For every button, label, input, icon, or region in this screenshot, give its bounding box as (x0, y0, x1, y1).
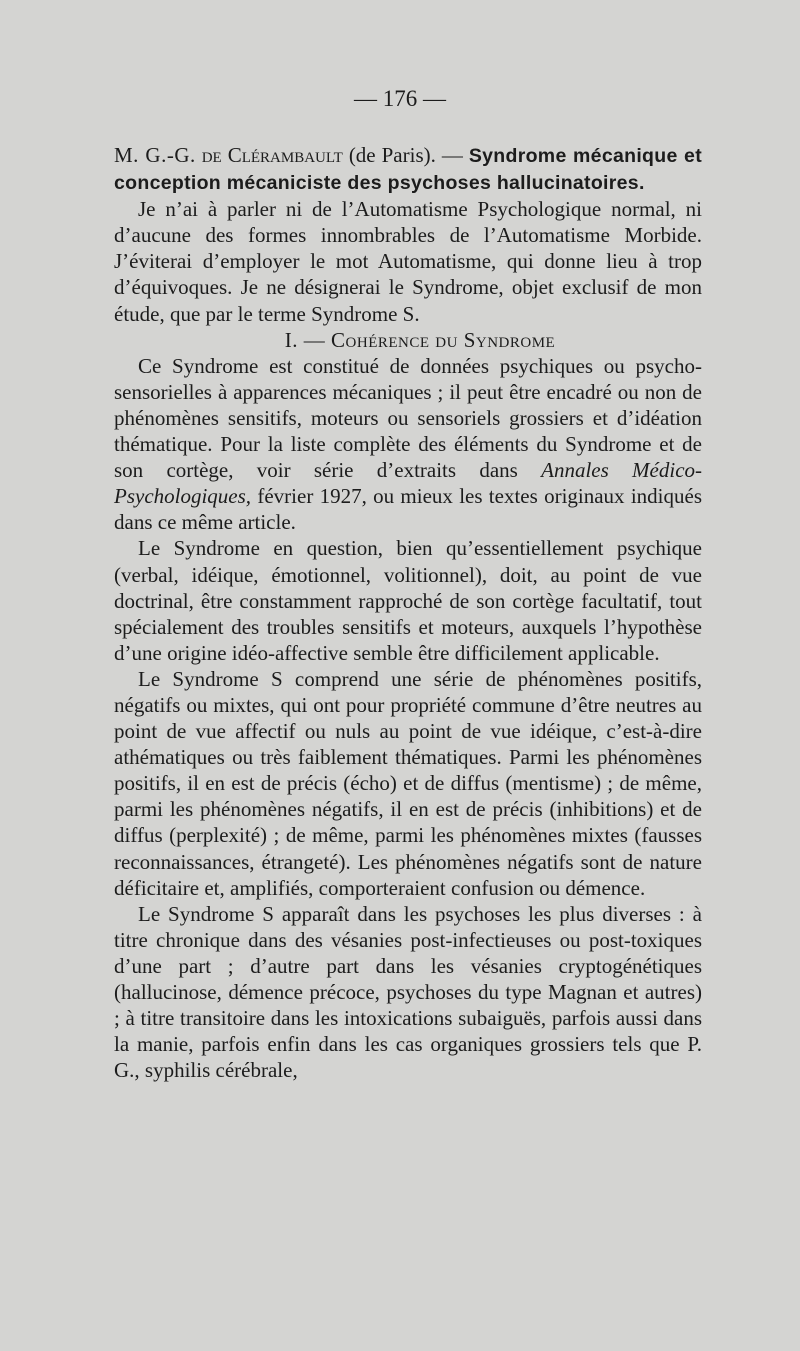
author-place: (de Paris). — (348, 143, 463, 167)
paragraph-3: Le Syndrome S comprend une série de phénomènes positifs, négatifs ou mixtes, qui ont pour propriété commune d’être neutres au point de vue affectif ou nuls au point de vue idéique, c’est-à-dire athématiques ou très faiblement thématiques. Parmi les phénomènes positifs, il en est de précis (écho) et de diffus (mentisme) ; de même, parmi les phénomènes négatifs, il en est de précis (inhibitions) et de diffus (perplexité) ; de même, parmi les phénomènes mixtes (fausses reconnaissances, étrangeté). Les phénomènes négatifs sont de nature déficitaire et, amplifiés, comporteraient confusion ou démence. (114, 666, 702, 900)
paragraph-4: Le Syndrome S apparaît dans les psychoses les plus diverses : à titre chronique dans des vésanies post-infectieuses ou post-toxiques d’une part ; d’autre part dans les vésanies cryptogénétiques (hallucinose, démence précoce, psychoses du type Magnan et autres) ; à titre transitoire dans les intoxications subaiguës, parfois aussi dans la manie, parfois enfin dans les cas organiques grossiers tels que P. G., syphilis cérébrale, (114, 901, 702, 1083)
page-number: — 176 — (354, 86, 446, 111)
article-body (114, 142, 702, 1083)
article-title: Syndrome mécanique et conception mécaniciste des psychoses hallucinatoires. (114, 145, 702, 195)
author-initials: M. G.-G. (114, 143, 196, 167)
paragraph-1-text-a: Ce Syndrome est constitué de données psychiques ou psycho-sensorielles à apparences mécaniques ; il peut être encadré ou non de phénomènes sensitifs, moteurs ou sensoriels grossiers et d’idéation thématique. Pour la liste complète des éléments du Syndrome et de son cortège, voir série d’extraits dans (114, 353, 702, 483)
paragraph-2: Le Syndrome en question, bien qu’essentiellement psychique (verbal, idéique, émotionnel, volitionnel), doit, au point de vue doctrinal, être constamment rapproché de son cortège facultatif, tout spécialement des troubles sensitifs et moteurs, auxquels l’hypothèse d’une origine idéo-affective semble être difficilement applicable. (114, 536, 702, 665)
article-header (114, 142, 702, 196)
intro-paragraph: Je n’ai à parler ni de l’Automatisme Psychologique normal, ni d’aucune des formes innombrables de l’Automatisme Morbide. J’éviterai d’employer le mot Automatisme, qui donne lieu à trop d’équivoques. Je ne désignerai le Syndrome, objet exclusif de mon étude, que par le terme Syndrome S. (114, 197, 702, 326)
paragraph-1 (114, 353, 702, 536)
journal-title: Annales Médico-Psychologiques, (114, 458, 703, 509)
paragraph-1-text-b: février 1927, ou mieux les textes originaux indiqués dans ce même article. (114, 484, 703, 535)
section-heading: I. — Cohérence du Syndrome (284, 327, 556, 352)
author-particle: de (201, 143, 222, 167)
author-name: Clérambault (227, 143, 343, 167)
